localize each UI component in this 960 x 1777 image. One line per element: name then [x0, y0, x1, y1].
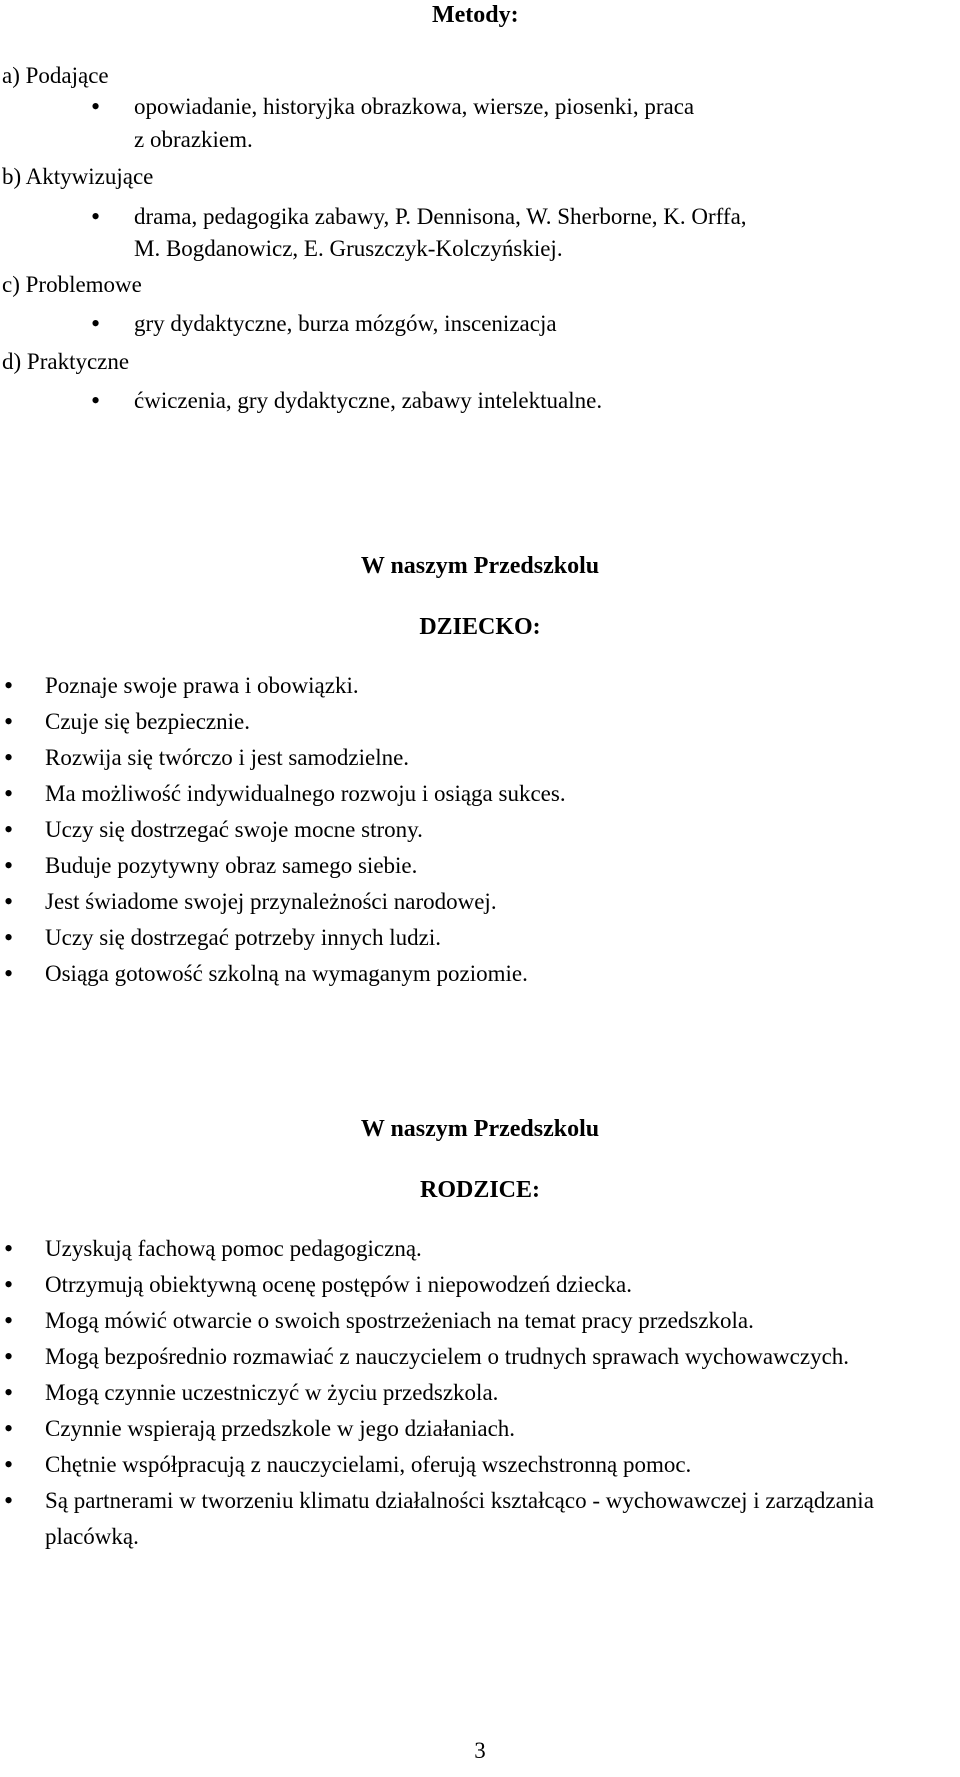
section-heading-parents: W naszym Przedszkolu — [360, 1116, 600, 1142]
list-item: • Chętnie współpracują z nauczycielami, oferują wszechstronną pomoc. — [0, 1447, 960, 1483]
list-item: • Czuje się bezpiecznie. — [0, 704, 960, 740]
bullet-icon: • — [4, 815, 14, 844]
bullet-icon: • — [4, 1378, 14, 1407]
list-item: • Czynnie wspierają przedszkole w jego działaniach. — [0, 1411, 960, 1447]
bullet-icon: • — [4, 1342, 14, 1371]
list-item: • Buduje pozytywny obraz samego siebie. — [0, 848, 960, 884]
bullet-icon: • — [4, 1270, 14, 1299]
method-item: opowiadanie, historyjka obrazkowa, wiersze, piosenki, praca — [134, 94, 695, 119]
method-label-d: d) Praktyczne — [2, 349, 130, 374]
bullet-icon: • — [4, 1234, 14, 1263]
bullet-icon: • — [4, 851, 14, 880]
list-item: • Rozwija się twórczo i jest samodzielne. — [0, 740, 960, 776]
list-item: • Mogą bezpośrednio rozmawiać z nauczycielem o trudnych sprawach wychowawczych. — [0, 1339, 960, 1375]
section-heading-child: W naszym Przedszkolu — [360, 553, 600, 579]
bullet-icon: • — [91, 92, 101, 121]
method-item: z obrazkiem. — [134, 127, 253, 152]
list-item: • Otrzymują obiektywną ocenę postępów i niepowodzeń dziecka. — [0, 1267, 960, 1303]
bullet-icon: • — [4, 743, 14, 772]
bullet-icon: • — [91, 309, 101, 338]
bullet-icon: • — [4, 779, 14, 808]
child-list — [0, 668, 960, 992]
list-item: • Mogą czynnie uczestniczyć w życiu przedszkola. — [0, 1375, 960, 1411]
method-item: M. Bogdanowicz, E. Gruszczyk-Kolczyńskiej. — [134, 236, 563, 261]
bullet-icon: • — [4, 671, 14, 700]
section-subheading-child: DZIECKO: — [419, 614, 541, 640]
bullet-icon: • — [91, 202, 101, 231]
method-label-c: c) Problemowe — [2, 272, 142, 297]
method-label-b: b) Aktywizujące — [2, 164, 154, 189]
bullet-icon: • — [4, 1486, 14, 1515]
list-item: • Uzyskują fachową pomoc pedagogiczną. — [0, 1231, 960, 1267]
method-item: ćwiczenia, gry dydaktyczne, zabawy intelektualne. — [134, 388, 603, 413]
bullet-icon: • — [4, 1414, 14, 1443]
bullet-icon: • — [91, 386, 101, 415]
bullet-icon: • — [4, 923, 14, 952]
section-subheading-parents: RODZICE: — [419, 1177, 540, 1203]
list-item: • Uczy się dostrzegać potrzeby innych ludzi. — [0, 920, 960, 956]
bullet-icon: • — [4, 1450, 14, 1479]
method-label-a: a) Podające — [2, 63, 109, 88]
methods-title: Metody: — [432, 2, 519, 28]
bullet-icon: • — [4, 1306, 14, 1335]
list-item: • Ma możliwość indywidualnego rozwoju i osiąga sukces. — [0, 776, 960, 812]
bullet-icon: • — [4, 707, 14, 736]
parents-list — [0, 1231, 960, 1555]
list-item: • Osiąga gotowość szkolną na wymaganym poziomie. — [0, 956, 960, 992]
bullet-icon: • — [4, 887, 14, 916]
method-item: gry dydaktyczne, burza mózgów, inscenizacja — [134, 311, 557, 336]
list-item: • Są partnerami w tworzeniu klimatu działalności kształcąco - wychowawczej i zarządzania placówką. — [0, 1483, 960, 1555]
page-number: 3 — [474, 1738, 486, 1763]
list-item: • Mogą mówić otwarcie o swoich spostrzeżeniach na temat pracy przedszkola. — [0, 1303, 960, 1339]
list-item: • Uczy się dostrzegać swoje mocne strony. — [0, 812, 960, 848]
method-item: drama, pedagogika zabawy, P. Dennisona, W. Sherborne, K. Orffa, — [134, 204, 747, 229]
list-item: • Poznaje swoje prawa i obowiązki. — [0, 668, 960, 704]
bullet-icon: • — [4, 959, 14, 988]
list-item: • Jest świadome swojej przynależności narodowej. — [0, 884, 960, 920]
